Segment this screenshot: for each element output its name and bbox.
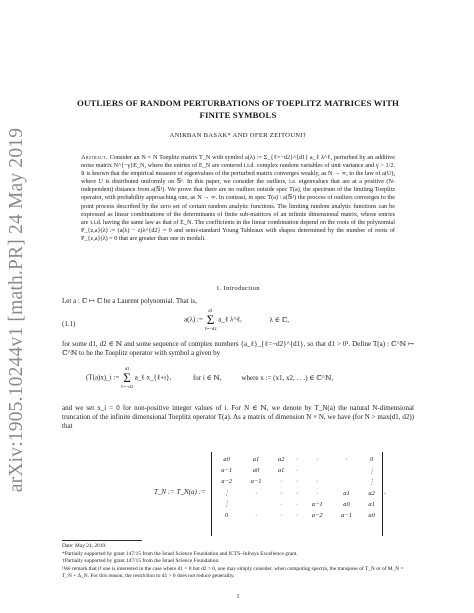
intro-paragraph-1: Let a : ℂ ↦ ℂ be a Laurent polynomial. That is, bbox=[62, 297, 197, 305]
summation-symbol: Σ bbox=[206, 312, 215, 327]
matrix-cell: 0 bbox=[225, 512, 229, 520]
title-line-2: FINITE SYMBOLS bbox=[199, 110, 277, 120]
matrix-cell: ⋮ bbox=[223, 501, 230, 509]
matrix-cell: ⋮ bbox=[368, 467, 375, 475]
eq11-condition: λ ∈ ℂ, bbox=[269, 315, 289, 324]
matrix-row bbox=[212, 488, 382, 499]
eq11-lhs: a(λ) := bbox=[184, 315, 203, 324]
eq2-sum-upper: d1 bbox=[124, 366, 130, 371]
footnotes bbox=[62, 543, 414, 580]
abstract-text: Consider an N × N Toeplitz matrix T_N with symbol a(λ) := Σ_{ℓ=−d2}^{d1} a_ℓ λ^ℓ, perturbed by an additive noise matrix N^{−γ}E_N, where the entries of E_N are centered i.i.d. complex random variables of unit variance and γ > 1/2. It is known that the empirical measure of eigenvalues of the perturbed matrix converges weakly, as N → ∞, to the law of a(U), where U is distributed uniformly on 𝕊¹. In this paper, we consider the outliers, i.e. eigenvalues that are at a positive (N-independent) distance from a(𝕊¹). We prove that there are no outliers outside spec T(a), the spectrum of the limiting Toeplitz operator, with probability approaching one, as N → ∞. In contrast, in spec T(a) \ a(𝕊¹) the process of outliers converges to the point process described by the zero set of certain random analytic functions. The limiting random analytic functions can be expressed as linear combinations of the determinants of finite sub-matrices of an infinite dimensional matrix, whose entries are i.i.d. having the same law as that of E_N. The coefficients in the linear combination depend on the roots of the polynomial P_{z,a}(λ) := (a(λ) − z)λ^{d2} = 0 and semi-standard Young Tableaux with shapes determined by the number of roots of P_{z,a}(λ) = 0 that are greater than one in moduli. bbox=[81, 154, 396, 242]
equation-toeplitz-operator bbox=[86, 366, 333, 390]
matrix-cell: · bbox=[280, 500, 282, 508]
matrix-cell: · bbox=[255, 512, 257, 520]
matrix-cell: · bbox=[296, 500, 298, 508]
matrix-row bbox=[212, 510, 382, 521]
intro-paragraph-2: for some d1, d2 ∈ ℕ and some sequence of complex numbers {a_ℓ}_{ℓ=−d2}^{d1}, so that d1 > 0¹. Define T(a) : ℂ^ℕ ↦ ℂ^ℕ to be the Toeplitz operator with symbol a given by bbox=[62, 340, 414, 358]
matrix-cell: · bbox=[316, 456, 318, 464]
matrix-cell: · bbox=[280, 478, 282, 486]
matrix-cell: a1 bbox=[277, 467, 285, 475]
matrix-cell: · bbox=[316, 489, 318, 497]
page-number: 1 bbox=[236, 593, 240, 600]
matrix-cell: 0 bbox=[369, 456, 374, 464]
eq2-summation bbox=[121, 366, 133, 390]
toeplitz-matrix bbox=[211, 452, 383, 536]
footnote-date: Date: May 24, 2019. bbox=[62, 543, 107, 549]
footnote-remark: ¹We remark that if one is interested in the case where d1 = 0 but d2 > 0, one may simply consider, when computing spectra, the transpose of T_N or of M_N = T_N + Δ_N. For this reason, the restriction to d1 > 0 does not reduce generality. bbox=[62, 565, 404, 579]
eq2-condition: for i ∈ ℕ, bbox=[192, 373, 222, 382]
eq2-sum-lower: ℓ=−d2 bbox=[121, 384, 134, 389]
matrix-cell: a−1 bbox=[311, 500, 323, 508]
matrix-cell: ⋮ bbox=[223, 490, 230, 498]
matrix-cell bbox=[303, 465, 332, 476]
section-heading: 1. Introduction bbox=[216, 285, 260, 292]
abstract bbox=[81, 154, 395, 243]
matrix-row bbox=[212, 476, 382, 487]
matrix-cell: · bbox=[280, 512, 282, 520]
matrix-cell: a−1 bbox=[250, 478, 262, 486]
footnote-author-1: *Partially supported by grant 147/15 from the Israel Science Foundation and ICTS–Infosys Excellence grant. bbox=[62, 550, 298, 557]
matrix-row bbox=[212, 499, 382, 510]
eq11-summation bbox=[205, 308, 217, 332]
matrix-cell: a0 bbox=[252, 467, 260, 475]
matrix-row bbox=[212, 465, 382, 476]
matrix-cell: a−2 bbox=[311, 512, 323, 520]
title-line-1: OUTLIERS OF RANDOM PERTURBATIONS OF TOEPLITZ MATRICES WITH bbox=[77, 98, 399, 108]
matrix-cell: · bbox=[345, 456, 348, 464]
matrix-cell: a1 bbox=[252, 456, 260, 464]
paper-title bbox=[62, 97, 414, 121]
matrix-cell: · bbox=[316, 478, 318, 486]
matrix-cell: a1 bbox=[343, 489, 350, 497]
eq2-lhs: (T(a)x)_i := bbox=[86, 373, 120, 382]
matrix-cell bbox=[332, 465, 361, 476]
matrix-cell: a0 bbox=[223, 456, 230, 464]
eq11-term: a_ℓ λ^ℓ, bbox=[218, 315, 242, 324]
matrix-cell: a−1 bbox=[221, 467, 233, 475]
matrix-cell: · bbox=[255, 489, 257, 497]
matrix-grid bbox=[212, 454, 382, 521]
matrix-cell: ⋮ bbox=[368, 478, 375, 486]
matrix-cell: a−2 bbox=[221, 478, 233, 486]
matrix-row bbox=[212, 454, 382, 465]
matrix-cell: · bbox=[296, 478, 298, 486]
arxiv-sidebar-stamp bbox=[4, 127, 30, 493]
paper-authors: ANIRBAN BASAK* AND OFER ZEITOUNI† bbox=[169, 132, 307, 139]
matrix-trailing-period: . bbox=[384, 488, 386, 496]
eq2-term: a_ℓ x_{ℓ+i}, bbox=[134, 373, 172, 382]
matrix-cell: · bbox=[296, 512, 298, 520]
summation-symbol: Σ bbox=[123, 370, 131, 385]
eq2-where: where x := (x1, x2, . . .) ∈ ℂ^ℕ, bbox=[241, 373, 334, 382]
matrix-cell: a1 bbox=[368, 500, 375, 508]
equation-number: (1.1) bbox=[62, 320, 76, 328]
matrix-cell bbox=[332, 476, 361, 487]
footnote-rule bbox=[62, 540, 142, 541]
matrix-label: T_N := T_N(a) := bbox=[154, 488, 206, 496]
intro-paragraph-3: and we set x_i = 0 for non-positive integer values of i. For N ∈ ℕ, we denote by T_N(a) the natural N-dimensional truncation of the infinite dimensional Toeplitz operator T(a). As a matrix of dimension N × N, we have (for N > max(d1, d2)) that bbox=[62, 404, 414, 431]
matrix-cell: a2 bbox=[277, 456, 285, 464]
matrix-cell: a−1 bbox=[341, 512, 352, 520]
matrix-cell: · bbox=[296, 467, 298, 475]
matrix-cell: a0 bbox=[368, 512, 375, 520]
equation-1-1 bbox=[184, 308, 289, 332]
matrix-cell: a2 bbox=[368, 489, 375, 497]
matrix-cell bbox=[241, 499, 270, 510]
matrix-cell: · bbox=[296, 489, 298, 497]
matrix-cell: a0 bbox=[343, 500, 350, 508]
matrix-cell: · bbox=[280, 489, 282, 497]
eq11-sum-upper: d1 bbox=[208, 308, 213, 313]
abstract-label: Abstract. bbox=[81, 154, 108, 161]
footnote-author-2: †Partially supported by grant 147/15 from the Israel Science Foundation. bbox=[62, 558, 220, 565]
matrix-cell: · bbox=[296, 456, 298, 464]
arxiv-identifier: arXiv:1905.10244v1 [math.PR] 24 May 2019 bbox=[6, 127, 27, 493]
eq11-sum-lower: ℓ=−d2 bbox=[204, 326, 217, 331]
